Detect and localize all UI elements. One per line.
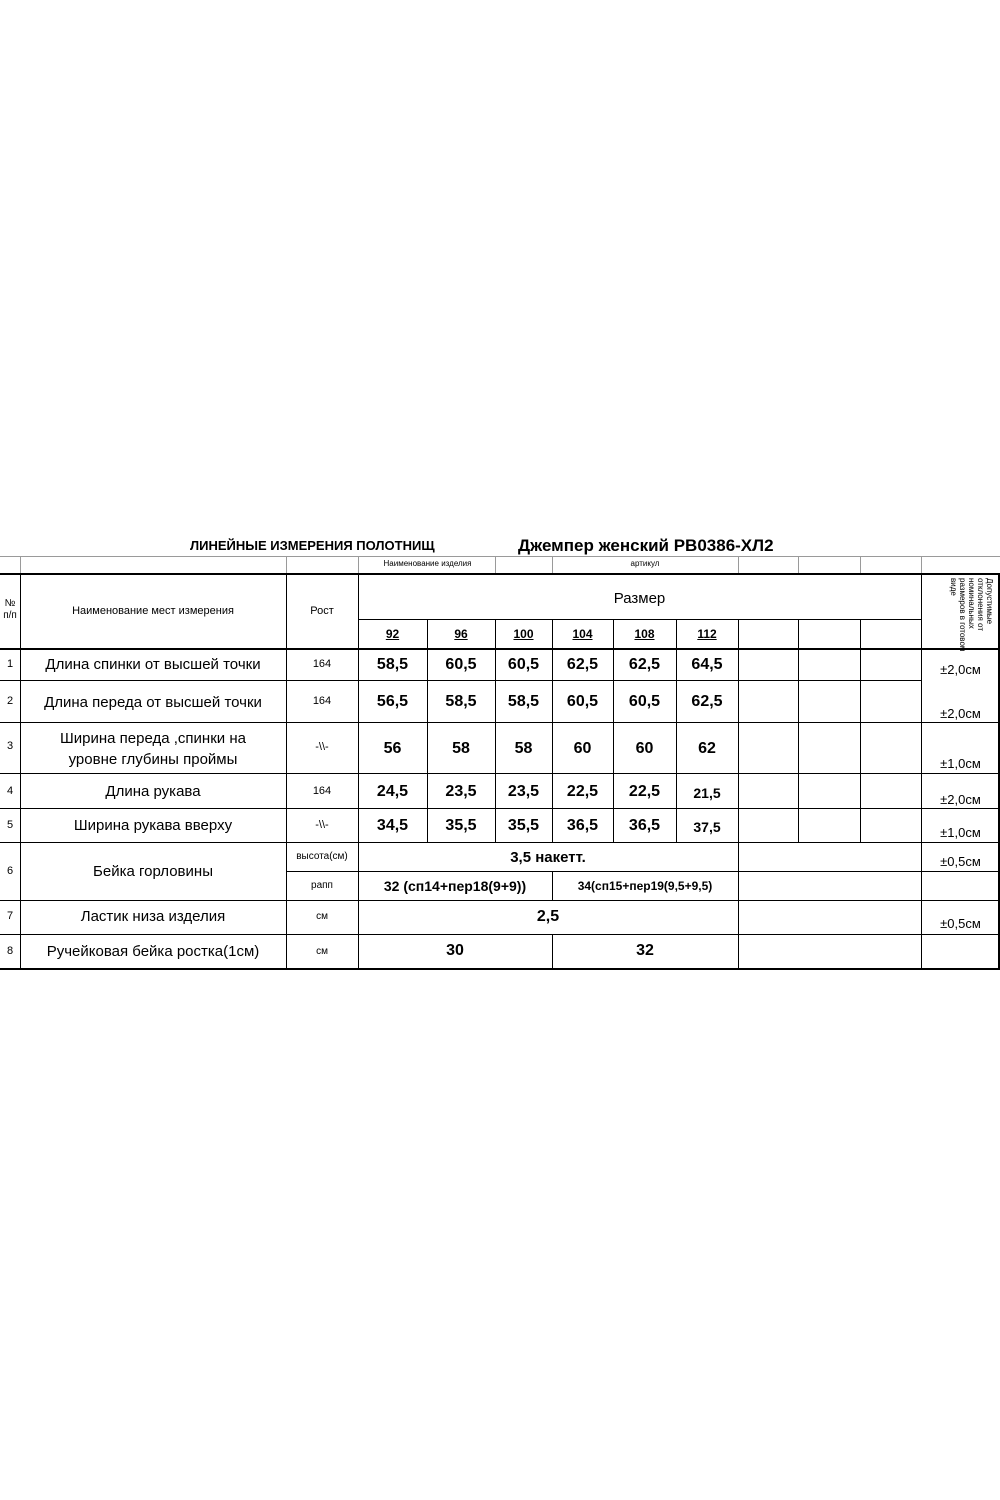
row-tolerance: ±0,5см — [940, 916, 981, 931]
row-tolerance: ±0,5см — [940, 854, 981, 869]
col-line — [427, 619, 428, 843]
row-height-a: высота(см) — [296, 851, 348, 862]
row-value-merged: 3,5 накетт. — [510, 849, 586, 866]
caption-divider — [738, 556, 739, 574]
row-value: 30 — [446, 942, 464, 959]
row-value: 35,5 — [507, 817, 540, 834]
header-size: Размер — [613, 590, 666, 607]
row-height: см — [316, 946, 328, 957]
col-line — [738, 619, 739, 970]
row-line — [0, 808, 1000, 809]
row-height: 164 — [312, 695, 332, 707]
row-tolerance: ±2,0см — [940, 792, 981, 807]
row-name: Ластик низа изделия — [80, 908, 226, 925]
row-value: 24,5 — [376, 783, 409, 800]
row-value: 58,5 — [507, 693, 540, 710]
row-value: 64,5 — [691, 656, 723, 673]
row-value: 60 — [635, 740, 654, 757]
size-96: 96 — [454, 627, 468, 641]
row-value: 37,5 — [693, 819, 721, 835]
row-value: 22,5 — [566, 783, 599, 800]
col-line — [613, 619, 614, 843]
row-name: Длина рукава — [105, 783, 201, 800]
table-top-border — [0, 573, 1000, 575]
row-height-b: рапп — [311, 880, 333, 891]
caption-row-top — [0, 556, 1000, 557]
row-value: 56 — [383, 740, 402, 757]
size-header-line — [358, 619, 921, 620]
size-92: 92 — [385, 627, 400, 641]
row-value: 60 — [573, 740, 592, 757]
row-height: 164 — [312, 785, 332, 797]
caption-article: артикул — [630, 559, 660, 568]
caption-product-name: Наименование изделия — [383, 559, 472, 568]
row-value: 23,5 — [445, 783, 477, 800]
row-value: 21,5 — [693, 785, 721, 801]
col-line — [798, 619, 799, 843]
row-name-line2: уровне глубины проймы — [68, 751, 238, 768]
row-value: 62,5 — [628, 656, 661, 673]
caption-divider — [798, 556, 799, 574]
row-name: Длина переда от высшей точки — [44, 694, 262, 711]
header-tolerance: Допустимые отклонения от номинальных размеров в готовом виде — [949, 578, 994, 652]
caption-divider — [495, 556, 496, 574]
row-value-merged: 2,5 — [536, 908, 560, 925]
row-name: Длина спинки от высшей точки — [45, 656, 261, 673]
row-name: Бейка горловины — [93, 863, 213, 880]
row-line — [0, 773, 1000, 774]
header-bottom-line — [0, 648, 1000, 650]
caption-divider — [286, 556, 287, 574]
row-value: 62,5 — [566, 656, 599, 673]
row-tolerance: ±2,0см — [940, 662, 981, 677]
row-line — [286, 871, 1000, 872]
caption-divider — [20, 556, 21, 574]
row-value: 34(сп15+пер19(9,5+9,5) — [577, 879, 713, 893]
row-line — [0, 722, 1000, 723]
row-line — [0, 934, 1000, 935]
row-value: 62,5 — [691, 693, 723, 710]
row-number: 2 — [6, 695, 14, 707]
caption-divider — [921, 556, 922, 574]
row-value: 36,5 — [566, 817, 599, 834]
row-value: 32 — [636, 942, 654, 959]
size-112: 112 — [697, 627, 717, 641]
row-value: 58,5 — [445, 693, 477, 710]
size-108: 108 — [634, 627, 655, 641]
row-value: 60,5 — [566, 693, 599, 710]
product-title: Джемпер женский PB0386-ХЛ2 — [518, 536, 774, 555]
row-number: 4 — [6, 785, 14, 797]
row-number: 6 — [6, 865, 14, 877]
row-tolerance: ±1,0см — [940, 756, 981, 771]
row-number: 7 — [6, 910, 14, 922]
row-value: 34,5 — [376, 817, 409, 834]
row-number: 3 — [6, 740, 14, 752]
caption-divider — [860, 556, 861, 574]
size-104: 104 — [572, 627, 593, 641]
caption-divider — [358, 556, 359, 574]
col-line — [676, 619, 677, 843]
col-line — [286, 573, 287, 970]
row-tolerance: ±1,0см — [940, 825, 981, 840]
row-height: -\\- — [315, 741, 329, 753]
table-bottom-border — [0, 968, 1000, 970]
caption-divider — [552, 556, 553, 574]
row-value: 60,5 — [628, 693, 661, 710]
row-number: 1 — [6, 658, 14, 670]
row-number: 5 — [6, 819, 14, 831]
row-value: 62 — [698, 740, 716, 757]
row-line — [0, 842, 1000, 843]
row-name: Ручейковая бейка ростка(1см) — [46, 943, 260, 960]
row-value: 35,5 — [445, 817, 477, 834]
row-value: 23,5 — [507, 783, 540, 800]
header-height: Рост — [310, 605, 334, 617]
row-value: 60,5 — [445, 656, 477, 673]
header-num: № п/п — [3, 598, 17, 621]
row-height: см — [316, 911, 328, 922]
row-value: 58 — [452, 740, 470, 757]
row-value: 60,5 — [507, 656, 540, 673]
row-line — [0, 680, 921, 681]
row-value: 56,5 — [376, 693, 409, 710]
row-tolerance: ±2,0см — [940, 706, 981, 721]
col-line — [921, 573, 922, 970]
col-line — [552, 619, 553, 843]
row-value: 36,5 — [628, 817, 661, 834]
row-value: 58 — [514, 740, 533, 757]
row-height: -\\- — [315, 819, 329, 831]
row-value: 22,5 — [628, 783, 661, 800]
row-number: 8 — [6, 945, 14, 957]
header-name: Наименование мест измерения — [72, 605, 234, 617]
row-height: 164 — [312, 658, 332, 670]
row-line — [0, 900, 1000, 901]
sheet-title: ЛИНЕЙНЫЕ ИЗМЕРЕНИЯ ПОЛОТНИЩ — [190, 538, 435, 553]
row-name-line1: Ширина переда ,спинки на — [60, 730, 246, 747]
row-name: Ширина рукава вверху — [73, 817, 233, 834]
row-value: 32 (сп14+пер18(9+9)) — [383, 878, 527, 894]
size-100: 100 — [513, 627, 534, 641]
col-line — [495, 619, 496, 843]
col-line — [860, 619, 861, 843]
row-value: 58,5 — [376, 656, 409, 673]
